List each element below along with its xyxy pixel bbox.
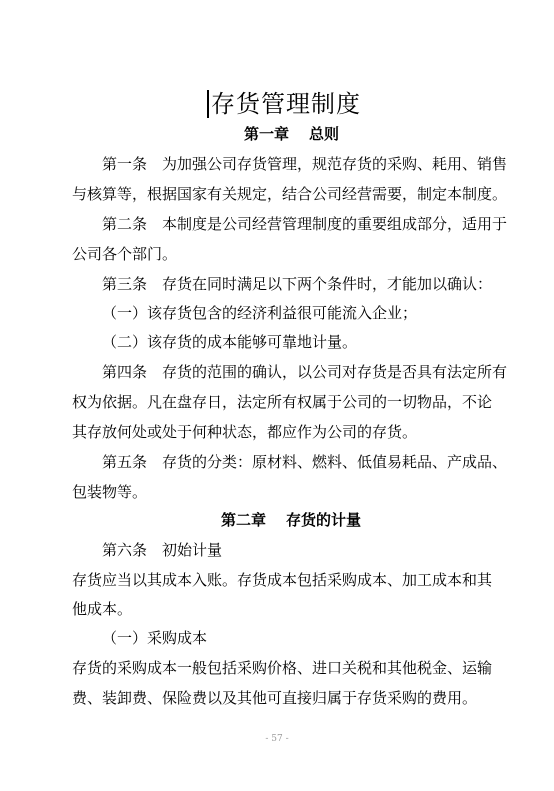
chapter-heading-2 — [221, 510, 361, 530]
article-6-line-1: 第六条 初始计量 — [102, 541, 223, 559]
article-6-line-2: 存货应当以其成本入账。存货成本包括采购成本、加工成本和其 — [72, 571, 493, 589]
chapter-name: 总则 — [309, 125, 340, 143]
chapter-number: 第二章 — [221, 511, 267, 529]
article-3-item-2: （二）该存货的成本能够可靠地计量。 — [102, 333, 358, 351]
document-title: 存货管理制度 — [211, 90, 361, 118]
article-3-item-1: （一）该存货包含的经济利益很可能流入企业； — [102, 304, 418, 322]
article-4-line-1: 第四条 存货的范围的确认，以公司对存货是否具有法定所有 — [102, 363, 508, 381]
article-1-line-2: 与核算等，根据国家有关规定，结合公司经营需要，制定本制度。 — [72, 185, 508, 203]
article-4-line-3: 其存放何处或处于何种状态，都应作为公司的存货。 — [72, 423, 418, 441]
article-5-line-2: 包装物等。 — [72, 483, 148, 501]
text-cursor — [207, 90, 209, 118]
page-number: - 57 - — [265, 734, 289, 744]
article-6-subheading: （一）采购成本 — [102, 629, 208, 647]
chapter-heading-1 — [244, 124, 339, 144]
article-6-line-3: 他成本。 — [72, 600, 133, 618]
chapter-name: 存货的计量 — [286, 511, 362, 529]
article-2-line-1: 第二条 本制度是公司经营管理制度的重要组成部分，适用于 — [102, 215, 508, 233]
article-5-line-1: 第五条 存货的分类：原材料、燃料、低值易耗品、产成品、 — [102, 453, 508, 471]
article-6-line-5: 费、装卸费、保险费以及其他可直接归属于存货采购的费用。 — [72, 689, 478, 707]
article-1-line-1: 第一条 为加强公司存货管理，规范存货的采购、耗用、销售 — [102, 155, 508, 173]
article-6-line-4: 存货的采购成本一般包括采购价格、进口关税和其他税金、运输 — [72, 659, 493, 677]
chapter-number: 第一章 — [244, 125, 290, 143]
article-2-line-2: 公司各个部门。 — [72, 245, 178, 263]
article-4-line-2: 权为依据。凡在盘存日，法定所有权属于公司的一切物品，不论 — [72, 393, 493, 411]
article-3-line-1: 第三条 存货在同时满足以下两个条件时，才能加以确认： — [102, 275, 493, 293]
